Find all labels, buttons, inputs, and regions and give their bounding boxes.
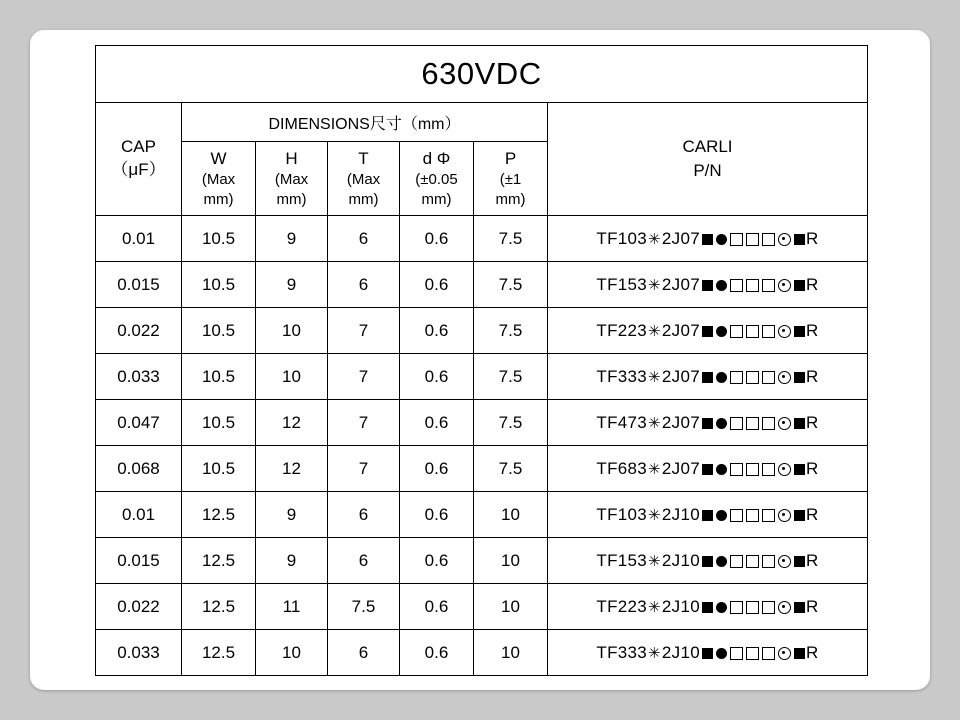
part-number-mid: 2J07 [661,458,700,478]
filled-square-icon [702,464,713,475]
column-header-d-tol2: mm) [421,190,452,208]
filled-square-icon [794,464,805,475]
table-row [96,262,868,308]
d-cell: 0.6 [400,262,474,308]
empty-square-icon [762,325,775,338]
d-cell: 0.6 [400,492,474,538]
empty-square-icon [730,601,743,614]
part-number-suffix: R [806,366,819,386]
table-header-row-1 [96,103,868,142]
part-number-prefix: TF333 [596,642,648,662]
empty-square-icon [730,279,743,292]
part-number-prefix: TF153 [596,550,648,570]
part-number-cell [548,262,868,308]
d-cell: 0.6 [400,216,474,262]
dotted-circle-icon [778,325,791,338]
empty-square-icon [762,279,775,292]
t-cell: 6 [328,538,400,584]
d-cell: 0.6 [400,400,474,446]
asterisk-icon: ✳ [648,507,661,525]
asterisk-icon: ✳ [648,323,661,341]
w-cell: 10.5 [182,354,256,400]
h-cell: 11 [256,584,328,630]
dotted-circle-icon [778,463,791,476]
part-number-mid: 2J07 [661,366,700,386]
specification-table [95,45,868,676]
filled-square-icon [702,418,713,429]
empty-square-icon [730,509,743,522]
part-number-header [548,103,868,216]
part-number-mid: 2J10 [661,550,700,570]
part-number-suffix: R [806,274,819,294]
column-header-h-tol2: mm) [276,190,307,208]
p-cell: 7.5 [474,216,548,262]
asterisk-icon: ✳ [648,277,661,295]
h-cell: 10 [256,354,328,400]
column-header-p-tol1: (±1 [499,171,522,189]
h-cell: 12 [256,446,328,492]
w-cell: 12.5 [182,630,256,676]
p-cell: 10 [474,584,548,630]
empty-square-icon [746,463,759,476]
filled-circle-icon [716,372,727,383]
cap-cell: 0.022 [96,308,182,354]
d-cell: 0.6 [400,446,474,492]
empty-square-icon [730,417,743,430]
t-cell: 6 [328,492,400,538]
t-cell: 6 [328,262,400,308]
t-cell: 7.5 [328,584,400,630]
filled-square-icon [702,234,713,245]
part-number-suffix: R [806,458,819,478]
filled-square-icon [794,556,805,567]
empty-square-icon [730,555,743,568]
filled-circle-icon [716,326,727,337]
part-number-prefix: TF683 [596,458,648,478]
part-number-suffix: R [806,320,819,340]
cap-cell: 0.022 [96,584,182,630]
part-number-suffix: R [806,412,819,432]
asterisk-icon: ✳ [648,553,661,571]
asterisk-icon: ✳ [648,461,661,479]
part-number-option-marks [700,275,806,294]
empty-square-icon [762,647,775,660]
empty-square-icon [730,463,743,476]
filled-square-icon [794,648,805,659]
cap-cell: 0.015 [96,262,182,308]
column-header-h-name: H [285,148,298,168]
part-number-option-marks [700,551,806,570]
empty-square-icon [762,233,775,246]
filled-square-icon [794,510,805,521]
filled-circle-icon [716,648,727,659]
part-number-cell [548,308,868,354]
table-row [96,584,868,630]
asterisk-icon: ✳ [648,415,661,433]
table-title: 630VDC [96,46,868,103]
part-number-header-line2: P/N [693,161,722,180]
cap-header-line1: CAP [121,137,156,157]
part-number-suffix: R [806,504,819,524]
column-header-w [182,142,256,216]
part-number-prefix: TF103 [596,228,648,248]
cap-cell: 0.01 [96,216,182,262]
empty-square-icon [746,417,759,430]
column-header-w-name: W [210,148,227,168]
cap-cell: 0.015 [96,538,182,584]
part-number-suffix: R [806,550,819,570]
part-number-option-marks [700,459,806,478]
part-number-suffix: R [806,228,819,248]
w-cell: 10.5 [182,400,256,446]
h-cell: 9 [256,262,328,308]
cap-cell: 0.01 [96,492,182,538]
empty-square-icon [762,463,775,476]
d-cell: 0.6 [400,538,474,584]
filled-square-icon [794,418,805,429]
part-number-option-marks [700,597,806,616]
column-header-t-tol2: mm) [348,190,379,208]
column-header-p [474,142,548,216]
asterisk-icon: ✳ [648,231,661,249]
part-number-suffix: R [806,642,819,662]
dotted-circle-icon [778,555,791,568]
table-row [96,446,868,492]
part-number-header-line1: CARLI [682,137,733,157]
cap-cell: 0.033 [96,630,182,676]
t-cell: 7 [328,446,400,492]
column-header-t-name: T [358,148,369,168]
part-number-prefix: TF223 [596,320,648,340]
empty-square-icon [730,325,743,338]
part-number-mid: 2J07 [661,274,700,294]
empty-square-icon [746,371,759,384]
part-number-cell [548,584,868,630]
filled-square-icon [702,280,713,291]
filled-square-icon [702,556,713,567]
column-header-d-tol1: (±0.05 [415,171,458,189]
h-cell: 9 [256,492,328,538]
empty-square-icon [762,417,775,430]
part-number-option-marks [700,367,806,386]
t-cell: 7 [328,400,400,446]
part-number-mid: 2J07 [661,320,700,340]
d-cell: 0.6 [400,630,474,676]
filled-circle-icon [716,556,727,567]
filled-square-icon [702,372,713,383]
w-cell: 12.5 [182,492,256,538]
empty-square-icon [762,555,775,568]
column-header-d-name: d Φ [422,148,451,168]
dotted-circle-icon [778,509,791,522]
column-header-h-tol1: (Max [274,171,309,189]
dotted-circle-icon [778,601,791,614]
h-cell: 12 [256,400,328,446]
p-cell: 10 [474,538,548,584]
part-number-cell [548,446,868,492]
filled-square-icon [702,326,713,337]
t-cell: 6 [328,216,400,262]
p-cell: 7.5 [474,446,548,492]
w-cell: 10.5 [182,446,256,492]
dimensions-group-header: DIMENSIONS尺寸（mm） [182,103,548,142]
part-number-option-marks [700,321,806,340]
dotted-circle-icon [778,647,791,660]
asterisk-icon: ✳ [648,599,661,617]
w-cell: 12.5 [182,584,256,630]
w-cell: 10.5 [182,216,256,262]
w-cell: 10.5 [182,262,256,308]
empty-square-icon [762,601,775,614]
filled-square-icon [794,602,805,613]
column-header-t-tol1: (Max [346,171,381,189]
part-number-cell [548,492,868,538]
d-cell: 0.6 [400,308,474,354]
table-row [96,538,868,584]
filled-circle-icon [716,510,727,521]
p-cell: 7.5 [474,262,548,308]
t-cell: 7 [328,354,400,400]
column-header-h [256,142,328,216]
part-number-option-marks [700,229,806,248]
filled-square-icon [702,510,713,521]
dotted-circle-icon [778,371,791,384]
column-header-w-tol2: mm) [203,190,234,208]
part-number-mid: 2J10 [661,596,700,616]
filled-circle-icon [716,602,727,613]
empty-square-icon [746,279,759,292]
part-number-suffix: R [806,596,819,616]
filled-square-icon [702,602,713,613]
empty-square-icon [746,555,759,568]
dotted-circle-icon [778,233,791,246]
p-cell: 10 [474,492,548,538]
cap-cell: 0.068 [96,446,182,492]
empty-square-icon [762,371,775,384]
h-cell: 9 [256,538,328,584]
part-number-mid: 2J10 [661,642,700,662]
h-cell: 10 [256,630,328,676]
dotted-circle-icon [778,417,791,430]
part-number-cell [548,630,868,676]
table-row [96,308,868,354]
w-cell: 12.5 [182,538,256,584]
part-number-prefix: TF223 [596,596,648,616]
table-body [96,216,868,676]
asterisk-icon: ✳ [648,369,661,387]
part-number-option-marks [700,505,806,524]
part-number-cell [548,400,868,446]
column-header-t [328,142,400,216]
filled-circle-icon [716,234,727,245]
empty-square-icon [730,371,743,384]
cap-cell: 0.047 [96,400,182,446]
table-row [96,630,868,676]
column-header-d [400,142,474,216]
cap-header-line2: （μF） [111,160,166,179]
table-row [96,400,868,446]
part-number-cell [548,538,868,584]
dotted-circle-icon [778,279,791,292]
table-row [96,354,868,400]
filled-circle-icon [716,418,727,429]
p-cell: 7.5 [474,354,548,400]
h-cell: 10 [256,308,328,354]
table-row [96,492,868,538]
part-number-mid: 2J07 [661,228,700,248]
filled-square-icon [794,326,805,337]
column-header-p-name: P [504,148,517,168]
filled-circle-icon [716,280,727,291]
cap-header [96,103,182,216]
empty-square-icon [746,509,759,522]
spec-table-container [95,45,867,676]
table-title-row [96,46,868,103]
empty-square-icon [746,647,759,660]
h-cell: 9 [256,216,328,262]
d-cell: 0.6 [400,354,474,400]
empty-square-icon [730,233,743,246]
column-header-w-tol1: (Max [201,171,236,189]
filled-square-icon [794,280,805,291]
part-number-option-marks [700,643,806,662]
part-number-prefix: TF103 [596,504,648,524]
filled-square-icon [702,648,713,659]
empty-square-icon [762,509,775,522]
part-number-mid: 2J10 [661,504,700,524]
filled-circle-icon [716,464,727,475]
p-cell: 10 [474,630,548,676]
empty-square-icon [746,325,759,338]
table-row [96,216,868,262]
p-cell: 7.5 [474,400,548,446]
empty-square-icon [746,233,759,246]
part-number-cell [548,354,868,400]
filled-square-icon [794,372,805,383]
part-number-prefix: TF333 [596,366,648,386]
asterisk-icon: ✳ [648,645,661,663]
column-header-p-tol2: mm) [495,190,526,208]
empty-square-icon [746,601,759,614]
cap-cell: 0.033 [96,354,182,400]
p-cell: 7.5 [474,308,548,354]
part-number-mid: 2J07 [661,412,700,432]
part-number-cell [548,216,868,262]
t-cell: 7 [328,308,400,354]
w-cell: 10.5 [182,308,256,354]
d-cell: 0.6 [400,584,474,630]
filled-square-icon [794,234,805,245]
t-cell: 6 [328,630,400,676]
empty-square-icon [730,647,743,660]
part-number-prefix: TF153 [596,274,648,294]
part-number-option-marks [700,413,806,432]
slide-canvas [30,30,930,690]
part-number-prefix: TF473 [596,412,648,432]
